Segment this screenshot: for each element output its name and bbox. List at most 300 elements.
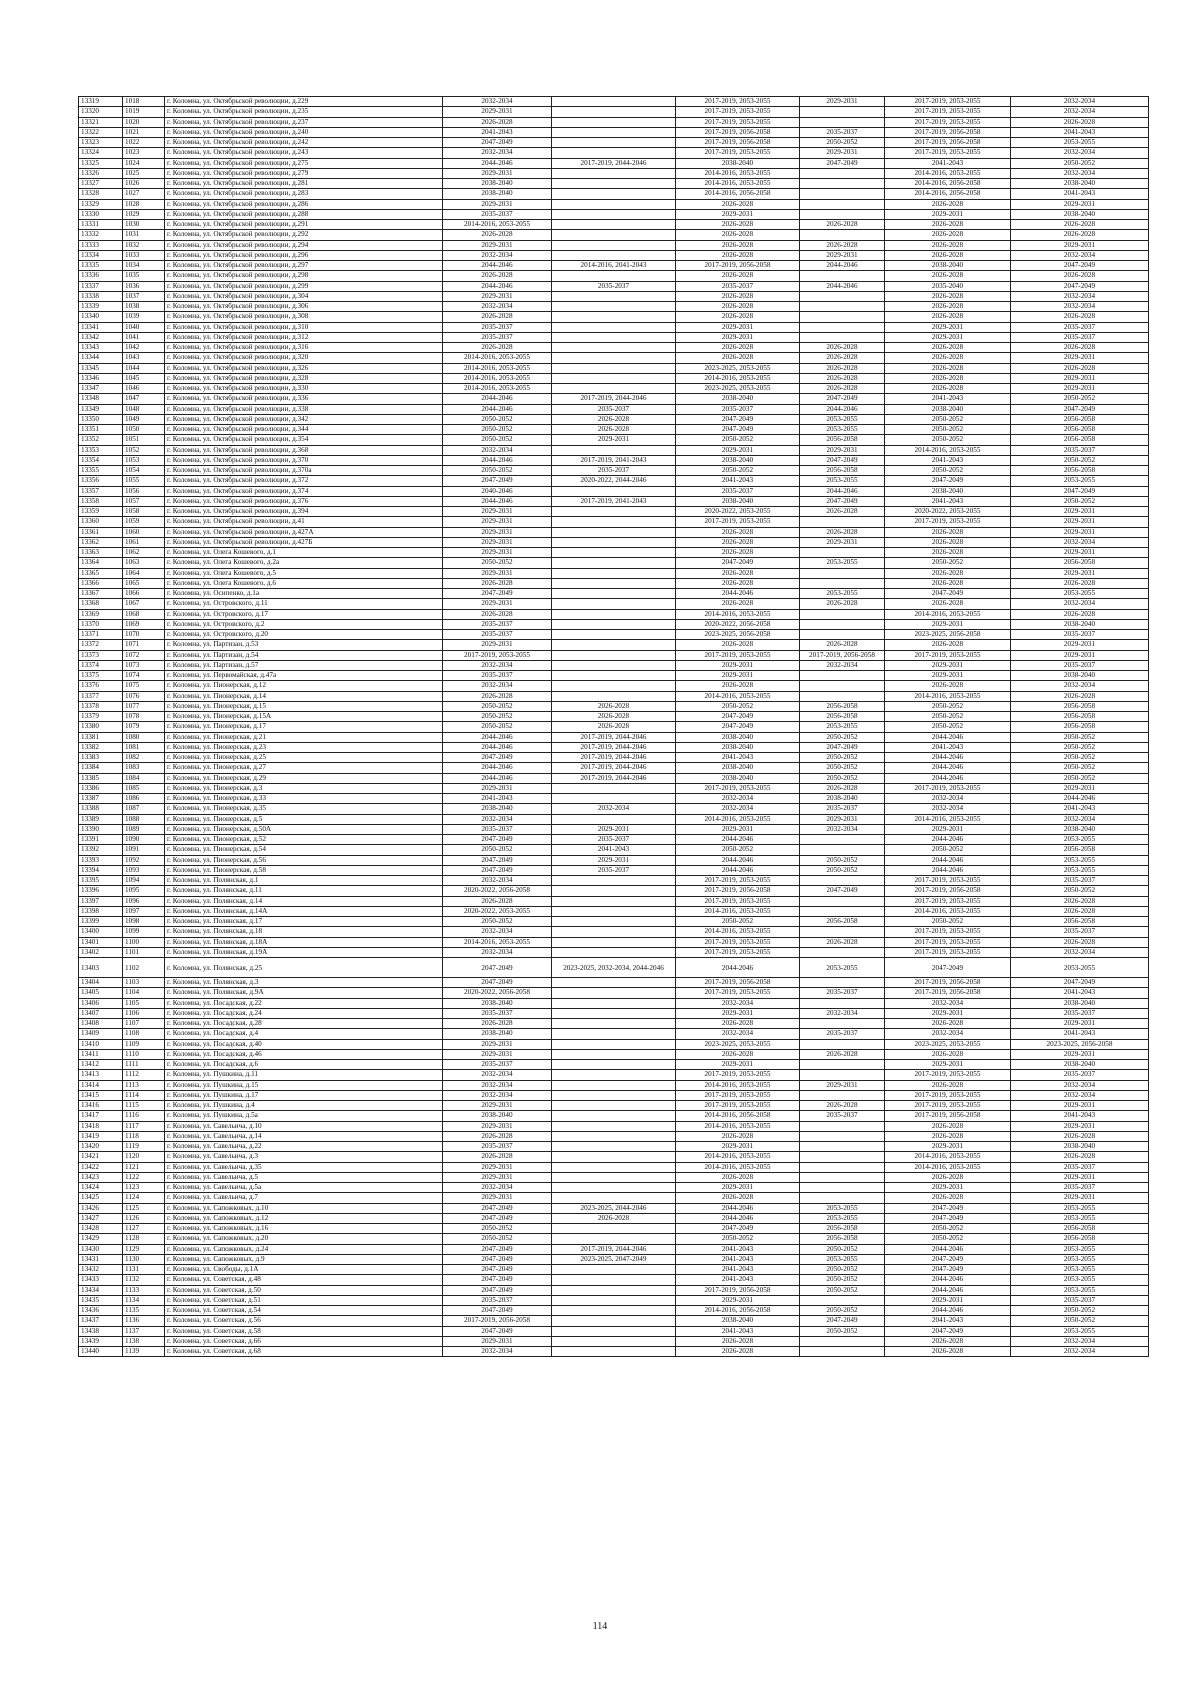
cell-period-col-2 [552, 599, 676, 609]
cell-period-col-6: 2029-2031 [1011, 199, 1149, 209]
cell-address: г. Коломна, ул. Октябрьской революции, д.312 [165, 332, 443, 342]
cell-period-col-6: 2035-2037 [1011, 927, 1149, 937]
cell-period-col-3: 2038-2040 [676, 394, 800, 404]
cell-period-col-6: 2053-2055 [1011, 835, 1149, 845]
cell-period-col-3: 2026-2028 [676, 1172, 800, 1182]
table-row [79, 835, 1149, 845]
table-row [79, 240, 1149, 250]
cell-period-col-6: 2050-2052 [1011, 886, 1149, 896]
cell-period-col-4 [800, 671, 885, 681]
cell-period-col-2 [552, 168, 676, 178]
cell-period-col-1: 2029-2031 [443, 568, 552, 578]
cell-period-col-2 [552, 1060, 676, 1070]
cell-record-id: 13356 [79, 476, 123, 486]
table-row [79, 1347, 1149, 1357]
cell-period-col-2: 2035-2037 [552, 404, 676, 414]
table-row [79, 671, 1149, 681]
cell-house-number: 1025 [123, 168, 165, 178]
cell-period-col-3: 2044-2046 [676, 958, 800, 978]
cell-period-col-3: 2032-2034 [676, 998, 800, 1008]
cell-period-col-1: 2026-2028 [443, 578, 552, 588]
cell-address: г. Коломна, ул. Посадская, д.22 [165, 998, 443, 1008]
cell-period-col-5: 2026-2028 [885, 1172, 1011, 1182]
cell-address: г. Коломна, ул. Октябрьской революции, д.235 [165, 107, 443, 117]
cell-period-col-3: 2017-2019, 2056-2058 [676, 1285, 800, 1295]
cell-period-col-2 [552, 230, 676, 240]
cell-period-col-1: 2035-2037 [443, 671, 552, 681]
table-row [79, 189, 1149, 199]
cell-record-id: 13426 [79, 1203, 123, 1213]
cell-record-id: 13411 [79, 1049, 123, 1059]
cell-period-col-4 [800, 1347, 885, 1357]
cell-period-col-2 [552, 343, 676, 353]
table-row [79, 814, 1149, 824]
cell-period-col-2: 2023-2025, 2032-2034, 2044-2046 [552, 958, 676, 978]
cell-period-col-5: 2026-2028 [885, 353, 1011, 363]
cell-period-col-6: 2026-2028 [1011, 691, 1149, 701]
cell-period-col-2 [552, 148, 676, 158]
table-row [79, 291, 1149, 301]
cell-period-col-5: 2014-2016, 2053-2055 [885, 906, 1011, 916]
cell-address: г. Коломна, ул. Сапожковых, д.9 [165, 1254, 443, 1264]
cell-period-col-4: 2056-2058 [800, 701, 885, 711]
cell-period-col-1: 2014-2016, 2053-2055 [443, 937, 552, 947]
cell-period-col-3: 2017-2019, 2056-2058 [676, 127, 800, 137]
cell-period-col-6: 2053-2055 [1011, 865, 1149, 875]
cell-address: г. Коломна, ул. Октябрьской революции, д.374 [165, 486, 443, 496]
cell-record-id: 13332 [79, 230, 123, 240]
cell-address: г. Коломна, ул. Островского, д.17 [165, 609, 443, 619]
schedule-table [78, 96, 1149, 1357]
cell-record-id: 13331 [79, 220, 123, 230]
cell-period-col-5: 2044-2046 [885, 732, 1011, 742]
cell-period-col-5: 2044-2046 [885, 1306, 1011, 1316]
cell-record-id: 13382 [79, 742, 123, 752]
cell-record-id: 13349 [79, 404, 123, 414]
cell-period-col-3: 2050-2052 [676, 917, 800, 927]
cell-record-id: 13412 [79, 1060, 123, 1070]
cell-address: г. Коломна, ул. Посадская, д.4 [165, 1029, 443, 1039]
cell-period-col-1: 2026-2028 [443, 609, 552, 619]
cell-house-number: 1085 [123, 783, 165, 793]
cell-period-col-4: 2047-2049 [800, 1316, 885, 1326]
cell-period-col-3: 2017-2019, 2056-2058 [676, 261, 800, 271]
cell-record-id: 13355 [79, 466, 123, 476]
cell-period-col-3: 2026-2028 [676, 1193, 800, 1203]
cell-period-col-6: 2050-2052 [1011, 394, 1149, 404]
cell-period-col-3: 2026-2028 [676, 220, 800, 230]
cell-period-col-5: 2026-2028 [885, 271, 1011, 281]
cell-period-col-4: 2026-2028 [800, 783, 885, 793]
cell-period-col-6: 2032-2034 [1011, 168, 1149, 178]
cell-period-col-5: 2017-2019, 2053-2055 [885, 896, 1011, 906]
cell-period-col-1: 2050-2052 [443, 712, 552, 722]
cell-address: г. Коломна, ул. Савельича, д.5 [165, 1172, 443, 1182]
cell-record-id: 13325 [79, 158, 123, 168]
cell-house-number: 1082 [123, 753, 165, 763]
cell-period-col-4: 2032-2034 [800, 824, 885, 834]
cell-period-col-3: 2050-2052 [676, 435, 800, 445]
cell-house-number: 1032 [123, 240, 165, 250]
cell-period-col-5: 2041-2043 [885, 158, 1011, 168]
cell-house-number: 1127 [123, 1224, 165, 1234]
table-row [79, 568, 1149, 578]
cell-period-col-6: 2056-2058 [1011, 722, 1149, 732]
cell-period-col-6: 2029-2031 [1011, 783, 1149, 793]
cell-period-col-4: 2050-2052 [800, 1306, 885, 1316]
cell-house-number: 1113 [123, 1080, 165, 1090]
cell-house-number: 1079 [123, 722, 165, 732]
cell-period-col-3: 2029-2031 [676, 671, 800, 681]
cell-period-col-6: 2047-2049 [1011, 978, 1149, 988]
cell-period-col-2: 2017-2019, 2044-2046 [552, 773, 676, 783]
cell-period-col-3: 2026-2028 [676, 250, 800, 260]
cell-period-col-5: 2014-2016, 2053-2055 [885, 814, 1011, 824]
cell-house-number: 1105 [123, 998, 165, 1008]
cell-address: г. Коломна, ул. Октябрьской революции, д.376 [165, 496, 443, 506]
cell-period-col-6: 2023-2025, 2056-2058 [1011, 1039, 1149, 1049]
table-row [79, 332, 1149, 342]
cell-period-col-1: 2047-2049 [443, 1254, 552, 1264]
cell-period-col-4 [800, 947, 885, 957]
cell-house-number: 1031 [123, 230, 165, 240]
cell-period-col-2 [552, 548, 676, 558]
cell-period-col-2 [552, 589, 676, 599]
cell-period-col-3: 2026-2028 [676, 568, 800, 578]
table-row [79, 1131, 1149, 1141]
cell-period-col-1: 2029-2031 [443, 1162, 552, 1172]
cell-period-col-3: 2026-2028 [676, 291, 800, 301]
cell-period-col-4 [800, 302, 885, 312]
cell-period-col-6: 2053-2055 [1011, 958, 1149, 978]
cell-house-number: 1125 [123, 1203, 165, 1213]
cell-period-col-3: 2047-2049 [676, 1224, 800, 1234]
table-row [79, 353, 1149, 363]
table-row [79, 548, 1149, 558]
table-row [79, 507, 1149, 517]
cell-address: г. Коломна, ул. Пионерская, д.54 [165, 845, 443, 855]
cell-period-col-6: 2056-2058 [1011, 558, 1149, 568]
cell-period-col-3: 2050-2052 [676, 1234, 800, 1244]
cell-period-col-1: 2032-2034 [443, 250, 552, 260]
table-row [79, 1049, 1149, 1059]
cell-period-col-6: 2056-2058 [1011, 435, 1149, 445]
table-row [79, 855, 1149, 865]
cell-period-col-1: 2038-2040 [443, 1111, 552, 1121]
cell-house-number: 1110 [123, 1049, 165, 1059]
cell-address: г. Коломна, ул. Полянская, д.14А [165, 906, 443, 916]
cell-period-col-6: 2026-2028 [1011, 1131, 1149, 1141]
cell-record-id: 13338 [79, 291, 123, 301]
cell-address: г. Коломна, ул. Октябрьской революции, д.304 [165, 291, 443, 301]
cell-period-col-5: 2047-2049 [885, 589, 1011, 599]
cell-period-col-2 [552, 527, 676, 537]
table-row [79, 988, 1149, 998]
cell-house-number: 1091 [123, 845, 165, 855]
cell-period-col-6: 2047-2049 [1011, 404, 1149, 414]
cell-period-col-3: 2026-2028 [676, 527, 800, 537]
cell-period-col-6: 2038-2040 [1011, 619, 1149, 629]
table-row [79, 937, 1149, 947]
cell-record-id: 13418 [79, 1121, 123, 1131]
cell-period-col-6: 2032-2034 [1011, 814, 1149, 824]
cell-period-col-5: 2047-2049 [885, 1213, 1011, 1223]
cell-period-col-4 [800, 230, 885, 240]
cell-period-col-5: 2050-2052 [885, 558, 1011, 568]
cell-period-col-6: 2056-2058 [1011, 917, 1149, 927]
cell-period-col-1: 2026-2028 [443, 896, 552, 906]
cell-period-col-6: 2053-2055 [1011, 1326, 1149, 1336]
cell-period-col-4: 2035-2037 [800, 1111, 885, 1121]
cell-period-col-5: 2050-2052 [885, 1234, 1011, 1244]
cell-record-id: 13368 [79, 599, 123, 609]
cell-period-col-1: 2047-2049 [443, 138, 552, 148]
cell-period-col-4: 2053-2055 [800, 1254, 885, 1264]
cell-period-col-3: 2023-2025, 2053-2055 [676, 1039, 800, 1049]
cell-period-col-1: 2050-2052 [443, 466, 552, 476]
cell-address: г. Коломна, ул. Советская, д.54 [165, 1306, 443, 1316]
cell-house-number: 1049 [123, 414, 165, 424]
cell-period-col-2 [552, 1090, 676, 1100]
cell-period-col-3: 2038-2040 [676, 455, 800, 465]
cell-record-id: 13328 [79, 189, 123, 199]
cell-period-col-4: 2050-2052 [800, 138, 885, 148]
cell-period-col-1: 2032-2034 [443, 302, 552, 312]
cell-period-col-5: 2017-2019, 2056-2058 [885, 978, 1011, 988]
cell-period-col-5: 2026-2028 [885, 578, 1011, 588]
cell-period-col-1: 2029-2031 [443, 527, 552, 537]
table-row [79, 773, 1149, 783]
cell-record-id: 13319 [79, 97, 123, 107]
cell-period-col-4: 2047-2049 [800, 742, 885, 752]
cell-house-number: 1071 [123, 640, 165, 650]
cell-period-col-2: 2017-2019, 2041-2043 [552, 496, 676, 506]
cell-period-col-4: 2047-2049 [800, 496, 885, 506]
cell-record-id: 13399 [79, 917, 123, 927]
cell-house-number: 1093 [123, 865, 165, 875]
cell-period-col-4 [800, 906, 885, 916]
cell-period-col-4 [800, 1019, 885, 1029]
cell-house-number: 1138 [123, 1336, 165, 1346]
cell-period-col-2: 2017-2019, 2044-2046 [552, 158, 676, 168]
cell-period-col-5: 2026-2028 [885, 599, 1011, 609]
cell-period-col-1: 2047-2049 [443, 1265, 552, 1275]
cell-period-col-3: 2014-2016, 2053-2055 [676, 1121, 800, 1131]
cell-period-col-3: 2029-2031 [676, 209, 800, 219]
cell-period-col-6: 2050-2052 [1011, 753, 1149, 763]
cell-period-col-3: 2038-2040 [676, 773, 800, 783]
cell-address: г. Коломна, ул. Посадская, д.28 [165, 1019, 443, 1029]
cell-period-col-1: 2044-2046 [443, 742, 552, 752]
cell-period-col-5: 2026-2028 [885, 312, 1011, 322]
cell-period-col-3: 2017-2019, 2056-2058 [676, 886, 800, 896]
cell-address: г. Коломна, ул. Октябрьской революции, д.338 [165, 404, 443, 414]
table-row [79, 322, 1149, 332]
cell-house-number: 1052 [123, 445, 165, 455]
cell-period-col-4: 2029-2031 [800, 250, 885, 260]
cell-record-id: 13407 [79, 1008, 123, 1018]
cell-address: г. Коломна, ул. Олега Кошевого, д.5 [165, 568, 443, 578]
cell-period-col-1: 2026-2028 [443, 117, 552, 127]
cell-period-col-5: 2038-2040 [885, 486, 1011, 496]
cell-house-number: 1059 [123, 517, 165, 527]
cell-period-col-1: 2029-2031 [443, 107, 552, 117]
cell-period-col-5: 2026-2028 [885, 1347, 1011, 1357]
table-row [79, 763, 1149, 773]
cell-address: г. Коломна, ул. Савельича, д.22 [165, 1142, 443, 1152]
cell-period-col-5: 2038-2040 [885, 261, 1011, 271]
cell-address: г. Коломна, ул. Октябрьской революции, д.336 [165, 394, 443, 404]
cell-period-col-2 [552, 322, 676, 332]
cell-period-col-1: 2032-2034 [443, 947, 552, 957]
cell-period-col-1: 2038-2040 [443, 179, 552, 189]
cell-period-col-1: 2026-2028 [443, 312, 552, 322]
cell-period-col-6: 2032-2034 [1011, 107, 1149, 117]
cell-period-col-5: 2026-2028 [885, 1336, 1011, 1346]
cell-address: г. Коломна, ул. Партизан, д.53 [165, 640, 443, 650]
cell-house-number: 1123 [123, 1183, 165, 1193]
cell-period-col-6: 2035-2037 [1011, 445, 1149, 455]
table-row [79, 230, 1149, 240]
cell-period-col-6: 2056-2058 [1011, 845, 1149, 855]
cell-house-number: 1055 [123, 476, 165, 486]
cell-address: г. Коломна, ул. Октябрьской революции, д.306 [165, 302, 443, 312]
cell-period-col-3: 2047-2049 [676, 558, 800, 568]
cell-period-col-6: 2026-2028 [1011, 271, 1149, 281]
cell-address: г. Коломна, ул. Октябрьской революции, д.316 [165, 343, 443, 353]
cell-record-id: 13336 [79, 271, 123, 281]
cell-record-id: 13438 [79, 1326, 123, 1336]
cell-period-col-3: 2044-2046 [676, 1213, 800, 1223]
table-row [79, 271, 1149, 281]
cell-period-col-1: 2026-2028 [443, 1152, 552, 1162]
cell-period-col-1: 2050-2052 [443, 1224, 552, 1234]
cell-period-col-2 [552, 199, 676, 209]
cell-address: г. Коломна, ул. Олега Кошевого, д.6 [165, 578, 443, 588]
cell-period-col-4: 2026-2028 [800, 343, 885, 353]
cell-record-id: 13337 [79, 281, 123, 291]
cell-period-col-1: 2032-2034 [443, 445, 552, 455]
table-row [79, 107, 1149, 117]
cell-period-col-5: 2026-2028 [885, 373, 1011, 383]
cell-house-number: 1092 [123, 855, 165, 865]
cell-period-col-3: 2044-2046 [676, 835, 800, 845]
cell-period-col-6: 2056-2058 [1011, 701, 1149, 711]
cell-period-col-1: 2050-2052 [443, 701, 552, 711]
cell-house-number: 1024 [123, 158, 165, 168]
cell-record-id: 13423 [79, 1172, 123, 1182]
table-row [79, 1019, 1149, 1029]
document-page [78, 96, 1148, 1357]
cell-period-col-2: 2017-2019, 2044-2046 [552, 394, 676, 404]
cell-period-col-1: 2035-2037 [443, 619, 552, 629]
cell-period-col-4: 2053-2055 [800, 476, 885, 486]
cell-record-id: 13364 [79, 558, 123, 568]
cell-period-col-5: 2017-2019, 2053-2055 [885, 947, 1011, 957]
cell-period-col-3: 2038-2040 [676, 1316, 800, 1326]
cell-record-id: 13363 [79, 548, 123, 558]
cell-period-col-2 [552, 240, 676, 250]
page-number: 114 [592, 1621, 608, 1632]
cell-house-number: 1041 [123, 332, 165, 342]
cell-period-col-1: 2032-2034 [443, 681, 552, 691]
cell-period-col-4: 2026-2028 [800, 353, 885, 363]
cell-period-col-5: 2017-2019, 2053-2055 [885, 97, 1011, 107]
cell-period-col-3: 2029-2031 [676, 322, 800, 332]
cell-period-col-3: 2017-2019, 2053-2055 [676, 1070, 800, 1080]
cell-record-id: 13400 [79, 927, 123, 937]
cell-record-id: 13381 [79, 732, 123, 742]
cell-period-col-1: 2047-2049 [443, 476, 552, 486]
cell-period-col-3: 2014-2016, 2053-2055 [676, 906, 800, 916]
cell-record-id: 13354 [79, 455, 123, 465]
cell-period-col-5: 2029-2031 [885, 209, 1011, 219]
cell-period-col-4: 2056-2058 [800, 1224, 885, 1234]
cell-period-col-5: 2014-2016, 2053-2055 [885, 1152, 1011, 1162]
cell-period-col-6: 2035-2037 [1011, 660, 1149, 670]
cell-address: г. Коломна, ул. Октябрьской революции, д.427Б [165, 537, 443, 547]
table-row [79, 1070, 1149, 1080]
cell-period-col-2 [552, 220, 676, 230]
cell-address: г. Коломна, ул. Сапожковых, д.16 [165, 1224, 443, 1234]
cell-period-col-5: 2026-2028 [885, 250, 1011, 260]
schedule-table-body [79, 97, 1149, 1357]
cell-record-id: 13387 [79, 794, 123, 804]
cell-house-number: 1072 [123, 650, 165, 660]
cell-period-col-5: 2029-2031 [885, 1183, 1011, 1193]
cell-record-id: 13416 [79, 1101, 123, 1111]
cell-period-col-6: 2053-2055 [1011, 138, 1149, 148]
cell-period-col-6: 2050-2052 [1011, 1306, 1149, 1316]
cell-house-number: 1058 [123, 507, 165, 517]
cell-period-col-5: 2035-2040 [885, 281, 1011, 291]
cell-period-col-3: 2020-2022, 2056-2058 [676, 619, 800, 629]
cell-period-col-3: 2026-2028 [676, 548, 800, 558]
cell-period-col-6: 2026-2028 [1011, 1152, 1149, 1162]
cell-address: г. Коломна, ул. Савельича, д.10 [165, 1121, 443, 1131]
cell-record-id: 13359 [79, 507, 123, 517]
cell-period-col-4: 2026-2028 [800, 599, 885, 609]
cell-period-col-2 [552, 302, 676, 312]
cell-record-id: 13403 [79, 958, 123, 978]
cell-period-col-1: 2014-2016, 2053-2055 [443, 384, 552, 394]
cell-period-col-4: 2053-2055 [800, 1213, 885, 1223]
cell-house-number: 1033 [123, 250, 165, 260]
cell-period-col-3: 2035-2037 [676, 486, 800, 496]
table-row [79, 1172, 1149, 1182]
cell-period-col-2 [552, 189, 676, 199]
cell-period-col-6: 2050-2052 [1011, 773, 1149, 783]
cell-period-col-6: 2038-2040 [1011, 1142, 1149, 1152]
cell-house-number: 1077 [123, 701, 165, 711]
cell-period-col-4: 2026-2028 [800, 527, 885, 537]
cell-address: г. Коломна, ул. Октябрьской революции, д.283 [165, 189, 443, 199]
cell-period-col-5: 2017-2019, 2053-2055 [885, 1070, 1011, 1080]
cell-period-col-3: 2023-2025, 2053-2055 [676, 363, 800, 373]
cell-period-col-3: 2041-2043 [676, 1326, 800, 1336]
cell-period-col-6: 2029-2031 [1011, 1121, 1149, 1131]
cell-period-col-6: 2053-2055 [1011, 1254, 1149, 1264]
cell-period-col-3: 2026-2028 [676, 578, 800, 588]
cell-period-col-4 [800, 199, 885, 209]
cell-period-col-6: 2035-2037 [1011, 1295, 1149, 1305]
cell-period-col-4 [800, 1142, 885, 1152]
cell-period-col-1: 2044-2046 [443, 261, 552, 271]
cell-record-id: 13406 [79, 998, 123, 1008]
table-row [79, 865, 1149, 875]
cell-address: г. Коломна, ул. Полянская, д.25 [165, 958, 443, 978]
cell-address: г. Коломна, ул. Октябрьской революции, д.294 [165, 240, 443, 250]
